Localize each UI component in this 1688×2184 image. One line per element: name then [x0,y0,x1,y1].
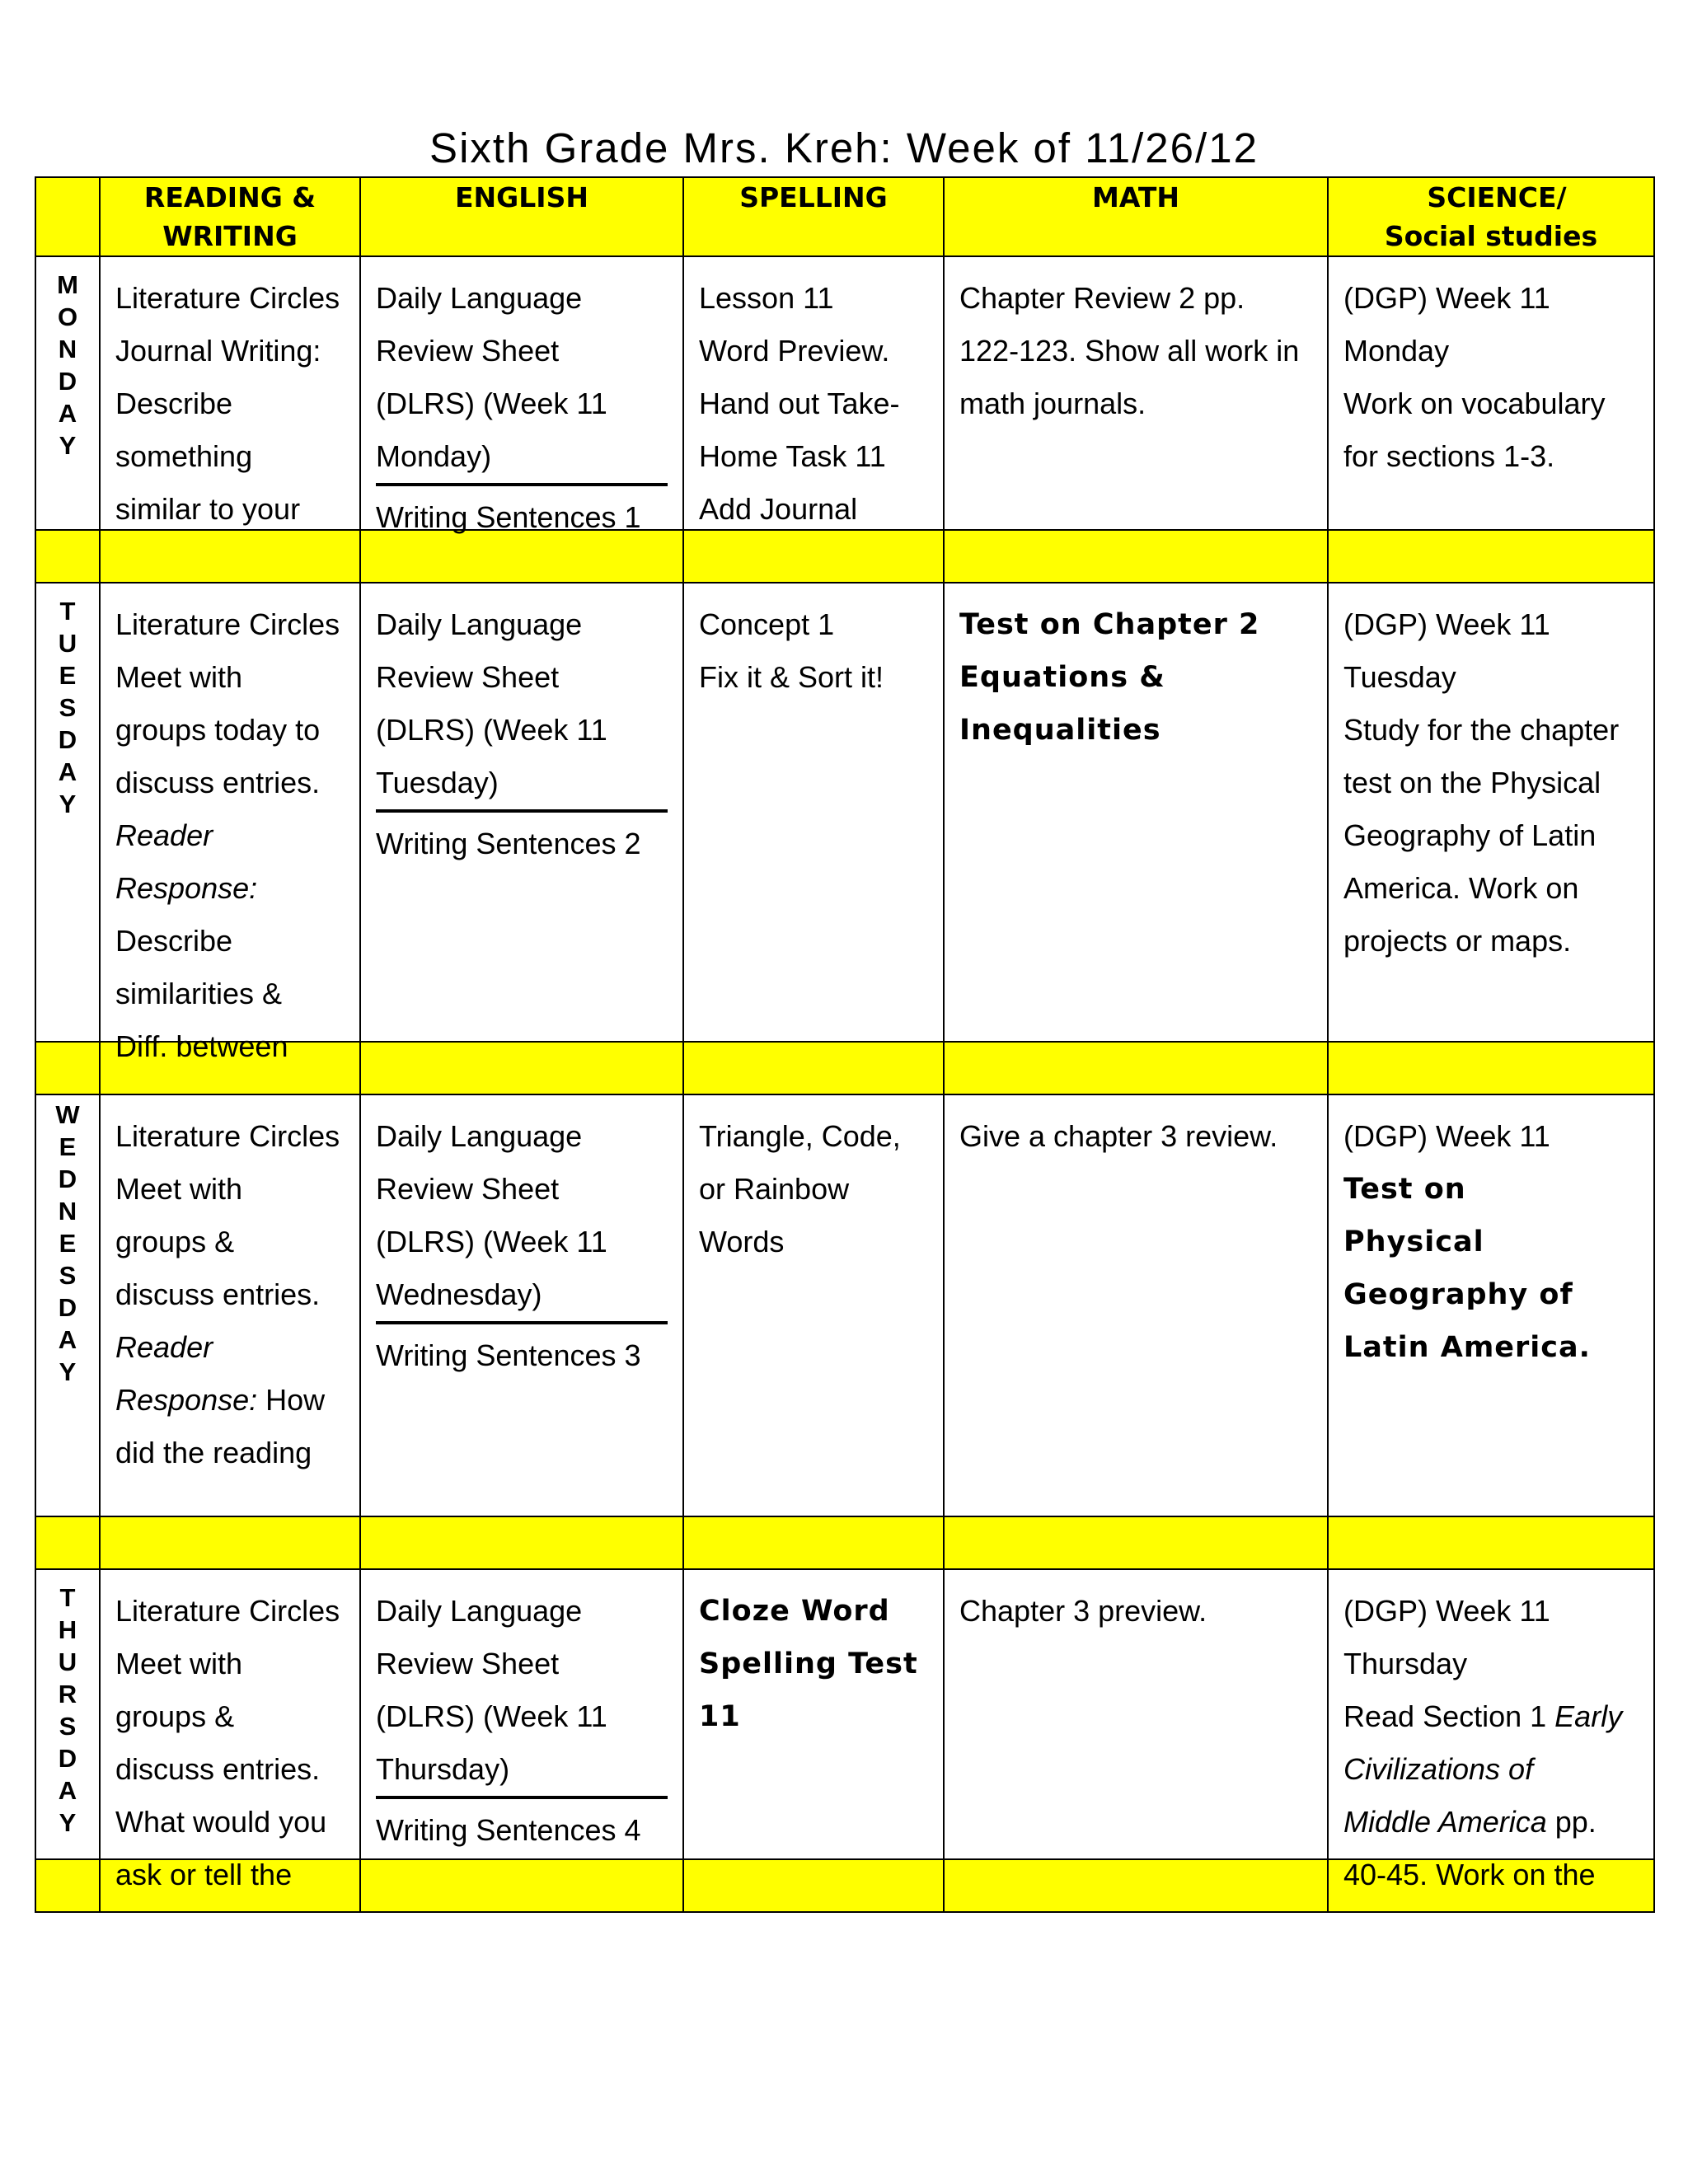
thursday-english-cell: Daily Language Review Sheet (DLRS) (Week 11 Thursday) Writing Sentences 4 [360,1569,683,1859]
day-row-tuesday [35,583,1654,1042]
day-row-wednesday [35,1094,1654,1516]
header-corner [35,177,100,256]
page-title: Sixth Grade Mrs. Kreh: Week of 11/26/12 [429,124,1259,171]
monday-reading-cell: Literature Circles Journal Writing: Describe something similar to your [100,256,360,530]
header-row [35,177,1654,256]
tuesday-science-cell: (DGP) Week 11 Tuesday Study for the chapter test on the Physical Geography of Latin America. Work on projects or maps. [1328,583,1654,1042]
day-label-wednesday: W E D N E S D A Y [35,1094,100,1516]
thursday-science-cell: (DGP) Week 11 Thursday Read Section 1 Early Civilizations of Middle America pp. 40-45. Work on the [1328,1569,1654,1859]
header-science: SCIENCE/ Social studies [1328,177,1654,256]
separator-row [35,1516,1654,1569]
thursday-math-cell: Chapter 3 preview. [944,1569,1328,1859]
wednesday-science-cell: (DGP) Week 11 Test on Physical Geography of Latin America. [1328,1094,1654,1516]
wednesday-reading-cell: Literature Circles Meet with groups & discuss entries. Reader Response: How did the reading [100,1094,360,1516]
tuesday-math-cell: Test on Chapter 2 Equations & Inequalities [944,583,1328,1042]
wednesday-english-cell: Daily Language Review Sheet (DLRS) (Week 11 Wednesday) Writing Sentences 3 [360,1094,683,1516]
header-reading-writing: READING & WRITING [100,177,360,256]
tuesday-english-cell: Daily Language Review Sheet (DLRS) (Week 11 Tuesday) Writing Sentences 2 [360,583,683,1042]
thursday-spelling-cell: Cloze Word Spelling Test 11 [683,1569,944,1859]
monday-science-cell: (DGP) Week 11 Monday Work on vocabulary for sections 1-3. [1328,256,1654,530]
day-row-thursday [35,1569,1654,1859]
wednesday-math-cell: Give a chapter 3 review. [944,1094,1328,1516]
tuesday-reading-cell: Literature Circles Meet with groups today to discuss entries. Reader Response: Describe similarities & Diff. between [100,583,360,1042]
monday-math-cell: Chapter Review 2 pp. 122-123. Show all work in math journals. [944,256,1328,530]
day-row-monday [35,256,1654,530]
tuesday-spelling-cell: Concept 1 Fix it & Sort it! [683,583,944,1042]
monday-english-cell: Daily Language Review Sheet (DLRS) (Week 11 Monday) Writing Sentences 1 [360,256,683,530]
day-label-tuesday: T U E S D A Y [35,583,100,1042]
wednesday-spelling-cell: Triangle, Code, or Rainbow Words [683,1094,944,1516]
day-label-monday: M O N D A Y [35,256,100,530]
day-label-thursday: T H U R S D A Y [35,1569,100,1859]
header-english: ENGLISH [360,177,683,256]
thursday-reading-cell: Literature Circles Meet with groups & discuss entries. What would you ask or tell the [100,1569,360,1859]
lesson-plan-table [35,176,1655,1913]
separator-row [35,530,1654,583]
header-spelling: SPELLING [683,177,944,256]
header-math: MATH [944,177,1328,256]
monday-spelling-cell: Lesson 11 Word Preview. Hand out Take- Home Task 11 Add Journal [683,256,944,530]
